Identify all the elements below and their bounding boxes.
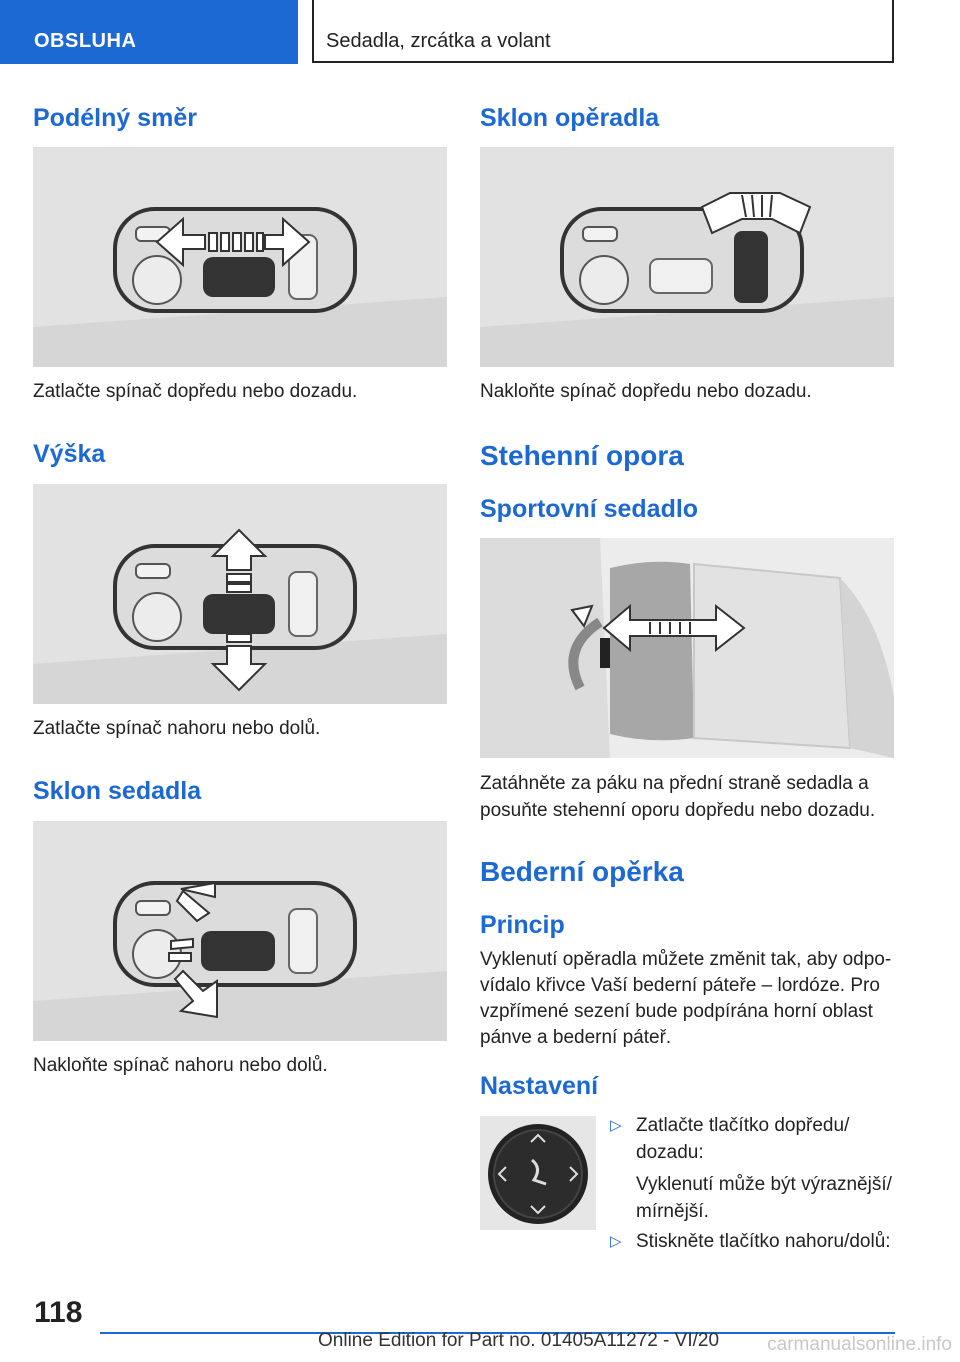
figure-stehenni-opora	[480, 538, 894, 758]
text-princip-line2: vídalo křivce Vaší bederní páteře – lordóze. Pro	[480, 975, 880, 996]
heading-bederni-operka: Bederní opěrka	[480, 856, 684, 887]
text-stehenni-opora-line2: posuňte stehenní oporu dopředu nebo dozadu.	[480, 800, 876, 821]
heading-sklon-sedadla: Sklon sedadla	[33, 777, 202, 805]
text-sklon-sedadla: Nakloňte spínač nahoru nebo dolů.	[33, 1055, 328, 1076]
heading-sklon-operadla: Sklon opěradla	[480, 104, 660, 132]
text-princip-line1: Vyklenutí opěradla můžete změnit tak, aby odpo-	[480, 949, 892, 970]
text-stehenni-opora-line1: Zatáhněte za páku na přední straně sedadla a	[480, 773, 869, 794]
footer-edition: Online Edition for Part no. 01405A11272 - VI/20	[318, 1330, 720, 1351]
figure-lumbar-button	[480, 1116, 596, 1230]
bullet2-line1: Stiskněte tlačítko nahoru/dolů:	[636, 1231, 891, 1252]
heading-podelny-smer: Podélný směr	[33, 104, 197, 132]
text-princip-line3: vzpřímené sezení bude podpírána horní oblast	[480, 1001, 873, 1022]
figure-vyska	[33, 484, 447, 704]
bullet1-line2: dozadu:	[636, 1142, 704, 1163]
text-vyska: Zatlačte spínač nahoru nebo dolů.	[33, 718, 321, 739]
bullet1-sub-line1: Vyklenutí může být výraznější/	[636, 1174, 892, 1195]
watermark: carmanualsonline.info	[767, 1334, 952, 1355]
chapter-box	[312, 0, 894, 63]
subheading-princip: Princip	[480, 911, 565, 939]
figure-sklon-operadla	[480, 147, 894, 367]
bullet1-line1: Zatlačte tlačítko dopředu/	[636, 1115, 850, 1136]
heading-stehenni-opora: Stehenní opora	[480, 440, 684, 471]
figure-sklon-sedadla	[33, 821, 447, 1041]
bullet1-sub-line2: mírnější.	[636, 1201, 709, 1222]
bullet-triangle-icon: ▷	[610, 1117, 622, 1134]
text-podelny-smer: Zatlačte spínač dopředu nebo dozadu.	[33, 381, 358, 402]
section-tab	[0, 0, 298, 64]
figure-podelny-smer	[33, 147, 447, 367]
bullet-triangle-icon: ▷	[610, 1233, 622, 1250]
subheading-nastaveni: Nastavení	[480, 1072, 599, 1100]
text-princip-line4: pánve a bederní páteř.	[480, 1027, 672, 1048]
subheading-sportovni-sedadlo: Sportovní sedadlo	[480, 495, 699, 523]
section-title: OBSLUHA	[34, 30, 137, 52]
page-number: 118	[34, 1296, 83, 1329]
chapter-title: Sedadla, zrcátka a volant	[326, 30, 551, 52]
text-sklon-operadla: Nakloňte spínač dopředu nebo dozadu.	[480, 381, 812, 402]
heading-vyska: Výška	[33, 440, 106, 468]
